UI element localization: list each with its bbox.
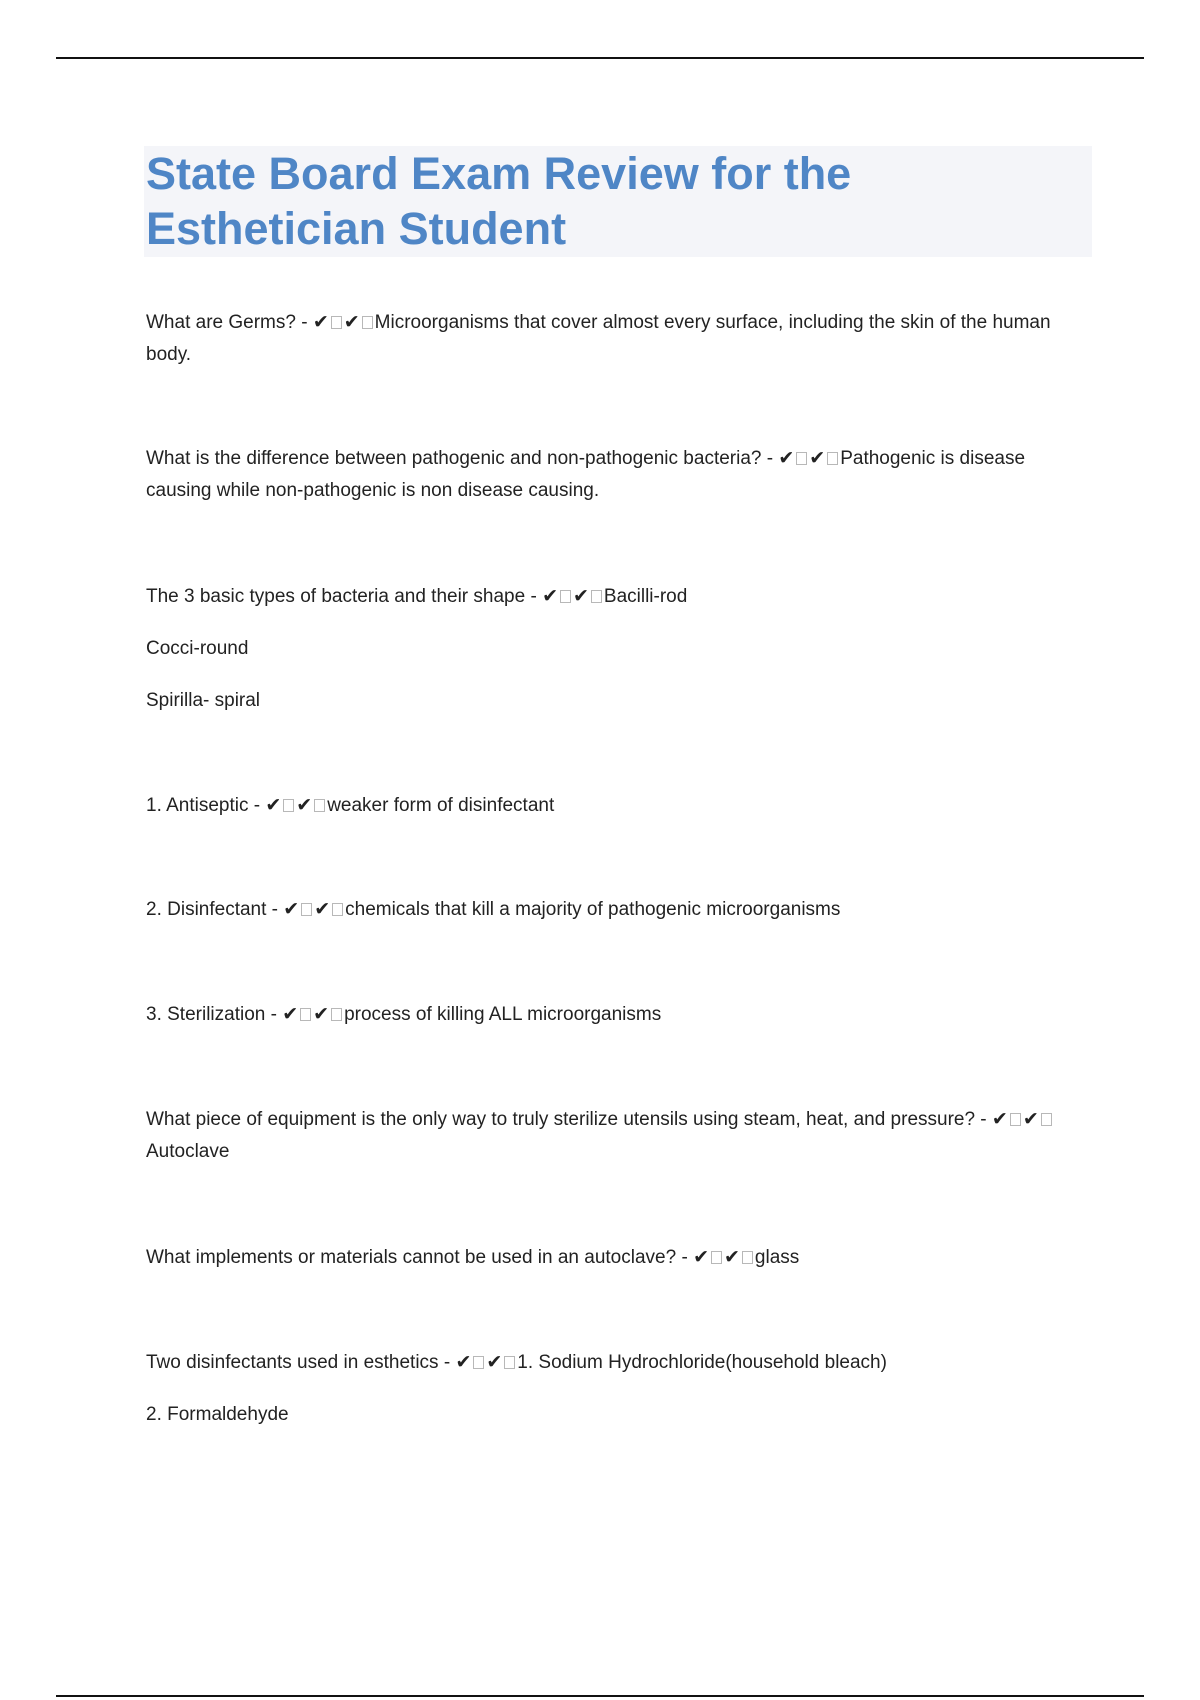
missing-glyph-icon [504,1356,515,1369]
checkmark-icon: ✔ [991,1108,1008,1130]
flashcard-list [146,306,1086,1431]
flashcard [146,893,1086,926]
checkmark-icon: ✔ [572,585,589,607]
checkmark-icon: ✔ [1022,1108,1039,1130]
missing-glyph-icon [742,1251,753,1264]
question-text: 2. Disinfectant - [146,899,284,920]
checkmark-icon: ✔ [283,898,300,920]
flashcard [146,580,1086,717]
flashcard-text [146,1103,1086,1168]
flashcard [146,442,1086,507]
flashcard [146,789,1086,822]
flashcard-text [146,893,1086,926]
answer-continuation: Spirilla- spiral [146,690,261,711]
answer-text: Autoclave [146,1141,230,1162]
missing-glyph-icon [473,1356,484,1369]
checkmark-icon: ✔ [265,794,282,816]
checkmark-icon: ✔ [486,1351,503,1373]
checkmark-icon: ✔ [282,1003,299,1025]
flashcard-text [146,306,1086,371]
missing-glyph-icon [301,903,312,916]
flashcard [146,998,1086,1031]
flashcard-text [146,1241,1086,1274]
checkmark-icon: ✔ [455,1351,472,1373]
flashcard [146,1346,1086,1431]
question-text: What implements or materials cannot be used in an autoclave? - [146,1247,694,1268]
answer-text: Microorganisms that cover almost every surface, including the skin of the human body. [146,312,1051,365]
question-text: What piece of equipment is the only way to truly sterilize utensils using steam, heat, and pressure? - [146,1109,992,1130]
flashcard-text [146,580,1086,613]
missing-glyph-icon [314,799,325,812]
answer-text: weaker form of disinfectant [327,795,555,816]
flashcard-text [146,789,1086,822]
question-text: What are Germs? - [146,312,313,333]
checkmark-icon: ✔ [343,311,360,333]
question-text: Two disinfectants used in esthetics - [146,1352,456,1373]
flashcard-text [146,1346,1086,1379]
question-text: 3. Sterilization - [146,1004,283,1025]
checkmark-icon: ✔ [312,311,329,333]
title-line-2: Esthetician Student [146,203,567,254]
answer-text: Pathogenic is disease causing while non-pathogenic is non disease causing. [146,448,1026,501]
missing-glyph-icon [796,452,807,465]
checkmark-icon: ✔ [778,447,795,469]
header-rule [56,57,1144,59]
answer-text: chemicals that kill a majority of pathogenic microorganisms [345,899,841,920]
checkmark-icon: ✔ [314,898,331,920]
missing-glyph-icon [560,590,571,603]
checkmark-icon: ✔ [542,585,558,607]
missing-glyph-icon [362,316,373,329]
missing-glyph-icon [283,799,294,812]
checkmark-icon: ✔ [313,1003,330,1025]
missing-glyph-icon [1041,1113,1052,1126]
missing-glyph-icon [1010,1113,1021,1126]
title-banner [144,146,1092,257]
checkmark-icon: ✔ [723,1246,740,1268]
checkmark-icon: ✔ [809,447,826,469]
answer-continuation: Cocci-round [146,638,249,659]
answer-continuation: 2. Formaldehyde [146,1404,289,1425]
answer-text: Bacilli-rod [603,586,688,607]
flashcard [146,306,1086,371]
answer-text: process of killing ALL microorganisms [344,1004,662,1025]
checkmark-icon: ✔ [296,794,313,816]
question-text: The 3 basic types of bacteria and their shape - [146,586,543,607]
footer-rule [56,1695,1144,1697]
answer-text: 1. Sodium Hydrochloride(household bleach) [517,1352,887,1373]
flashcard-text [146,442,1086,507]
missing-glyph-icon [827,452,838,465]
missing-glyph-icon [591,590,602,603]
title-line-1: State Board Exam Review for the [146,148,852,199]
missing-glyph-icon [711,1251,722,1264]
question-text: What is the difference between pathogenic and non-pathogenic bacteria? - [146,448,779,469]
flashcard [146,1103,1086,1168]
missing-glyph-icon [300,1008,311,1021]
flashcard-text [146,998,1086,1031]
document-title [144,146,1092,256]
missing-glyph-icon [331,1008,342,1021]
question-text: 1. Antiseptic - [146,795,266,816]
missing-glyph-icon [332,903,343,916]
checkmark-icon: ✔ [693,1246,709,1268]
missing-glyph-icon [331,316,342,329]
answer-text: glass [754,1247,800,1268]
flashcard [146,1241,1086,1274]
